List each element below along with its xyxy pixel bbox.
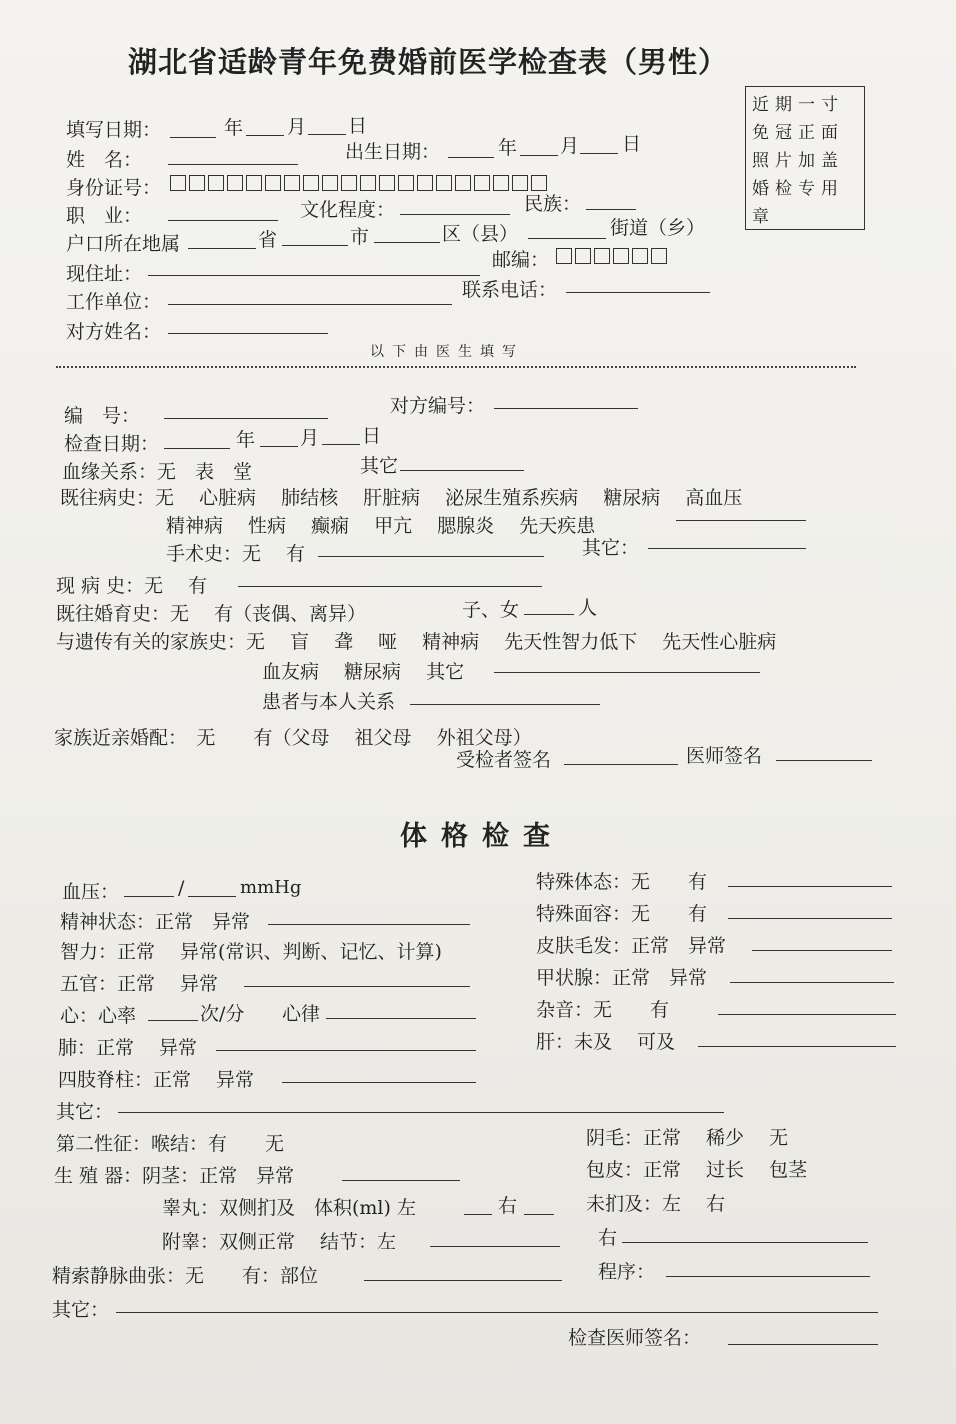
children-line[interactable] (524, 614, 574, 615)
workplace-label: 工作单位： (66, 291, 162, 313)
family-other-line[interactable] (494, 672, 760, 673)
serial-line[interactable] (164, 418, 328, 419)
lung-line[interactable] (216, 1050, 476, 1051)
hukou-street-line[interactable] (528, 238, 606, 239)
testis-left-line[interactable] (464, 1214, 492, 1215)
heart-rate-unit: 次/分 (200, 1003, 245, 1025)
birth-year-line[interactable] (448, 157, 494, 158)
photo-box: 近期一寸免冠正面照片加盖婚检专用章 (745, 86, 865, 230)
degree-label: 程序： (598, 1261, 656, 1283)
other-label: 其它： (56, 1101, 114, 1123)
relation-line[interactable] (410, 704, 600, 705)
posture-line[interactable] (728, 886, 892, 887)
hukou-city-line[interactable] (282, 245, 348, 246)
heart-rate-line[interactable] (148, 1020, 198, 1021)
consanguinity-other-label: 其它 (360, 455, 399, 477)
past-other-label: 其它： (582, 537, 640, 559)
liver-line[interactable] (698, 1046, 896, 1047)
past-history-label: 既往病史：无 心脏病 肺结核 肝脏病 泌尿生殖系疾病 糖尿病 高血压 (60, 487, 743, 509)
varicocele-line[interactable] (364, 1280, 562, 1281)
testis-label: 睾丸：双侧扪及 体积(ml) 左 (162, 1197, 416, 1219)
degree-line[interactable] (666, 1276, 870, 1277)
exam-year-label: 年 (236, 429, 256, 451)
family-consang-label: 家族近亲婚配： 无 有（父母 祖父母 外祖父母） (54, 727, 532, 749)
epididymis-left-line[interactable] (430, 1246, 560, 1247)
current-illness-line[interactable] (238, 586, 542, 587)
exam-month-line[interactable] (260, 446, 298, 447)
thyroid-label: 甲状腺：正常 异常 (536, 967, 708, 989)
divider-text: 以下由医生填写 (370, 344, 524, 360)
form-title: 湖北省适龄青年免费婚前医学检查表（男性） (128, 45, 729, 79)
postcode-boxes[interactable] (556, 248, 667, 264)
bp-unit: mmHg (240, 877, 302, 898)
address-line[interactable] (148, 275, 480, 276)
hukou-district-line[interactable] (374, 242, 440, 243)
partner-serial-line[interactable] (494, 408, 638, 409)
rhythm-line[interactable] (326, 1018, 476, 1019)
senses-line[interactable] (244, 986, 470, 987)
serial-label: 编 号： (64, 405, 141, 427)
exam-doctor-sign-label: 检查医师签名： (568, 1327, 702, 1349)
examinee-sign-line[interactable] (564, 764, 678, 765)
epididymis-label: 附睾：双侧正常 结节：左 (162, 1231, 397, 1253)
phone-label: 联系电话： (462, 279, 558, 301)
fill-year-line[interactable] (170, 137, 216, 138)
testis-right-line[interactable] (524, 1214, 554, 1215)
bp-label: 血压： (62, 881, 120, 903)
skin-label: 皮肤毛发：正常 异常 (536, 935, 727, 957)
exam-month-label: 月 (300, 427, 320, 449)
name-line[interactable] (168, 164, 298, 165)
mental-line[interactable] (268, 924, 470, 925)
mental-label: 精神状态：正常 异常 (60, 911, 251, 933)
bp-diastolic-line[interactable] (188, 896, 236, 897)
varicocele-label: 精索静脉曲张：无 有：部位 (52, 1265, 319, 1287)
children-unit-label: 人 (578, 597, 598, 619)
past-history-list: 精神病 性病 癫痫 甲亢 腮腺炎 先天疾患 (166, 515, 596, 537)
name-label: 姓 名： (66, 149, 143, 171)
posture-label: 特殊体态：无 有 (536, 871, 708, 893)
examinee-sign-label: 受检者签名 (456, 749, 552, 771)
street-label: 街道（乡） (610, 217, 706, 239)
other-line[interactable] (118, 1112, 724, 1113)
partner-name-label: 对方姓名： (66, 321, 162, 343)
city-label: 市 (350, 226, 370, 248)
skin-line[interactable] (752, 950, 892, 951)
year-label: 年 (224, 117, 244, 139)
rhythm-label: 心律 (282, 1003, 321, 1025)
secondary-sex-label: 第二性征：喉结：有 无 (56, 1133, 285, 1155)
physical-title: 体格检查 (400, 821, 564, 852)
other2-label: 其它： (52, 1299, 110, 1321)
children-label: 子、女 (462, 599, 520, 621)
id-number-boxes[interactable] (170, 175, 547, 191)
partner-name-line[interactable] (168, 333, 328, 334)
fill-date-label: 填写日期： (66, 119, 162, 141)
doctor-sign-label: 医师签名 (686, 745, 763, 767)
education-line[interactable] (400, 214, 510, 215)
intellect-label: 智力：正常 异常(常识、判断、记忆、计算) (60, 941, 442, 963)
dotted-divider (56, 366, 856, 368)
education-label: 文化程度： (300, 199, 396, 221)
fill-month-line[interactable] (246, 135, 284, 136)
postcode-label: 邮编： (492, 249, 550, 271)
workplace-line[interactable] (168, 304, 452, 305)
consanguinity-other-line[interactable] (400, 470, 524, 471)
past-other-line[interactable] (648, 548, 806, 549)
genital-line[interactable] (342, 1180, 460, 1181)
senses-label: 五官：正常 异常 (60, 973, 219, 995)
testis-right-label: 右 (498, 1195, 518, 1217)
bp-systolic-line[interactable] (124, 896, 174, 897)
foreskin-label: 包皮：正常 过长 包茎 (586, 1159, 808, 1181)
month-label: 月 (287, 116, 307, 138)
murmur-label: 杂音：无 有 (536, 999, 670, 1021)
congenital-line[interactable] (676, 520, 806, 521)
thyroid-line[interactable] (730, 982, 894, 983)
district-label: 区（县） (442, 223, 519, 245)
exam-date-label: 检查日期： (64, 433, 160, 455)
exam-doctor-sign-line[interactable] (728, 1344, 878, 1345)
epididymis-right-label: 右 (598, 1227, 618, 1249)
genital-label: 生 殖 器：阴茎：正常 异常 (54, 1165, 295, 1187)
bp-slash: / (178, 877, 185, 899)
current-illness-label: 现 病 史：无 有 (56, 575, 208, 597)
hukou-province-line[interactable] (188, 248, 256, 249)
surgery-line[interactable] (318, 556, 544, 557)
exam-day-line[interactable] (322, 444, 360, 445)
birth-date-label: 出生日期： (345, 141, 441, 163)
birth-day-label: 日 (622, 133, 642, 155)
hukou-label: 户口所在地属 (66, 233, 181, 255)
day-label: 日 (348, 115, 368, 137)
family-history-list: 血友病 糖尿病 其它 (262, 661, 465, 683)
surgery-label: 手术史：无 有 (166, 543, 306, 565)
relation-label: 患者与本人关系 (262, 691, 396, 713)
exam-day-label: 日 (362, 425, 382, 447)
birth-month-line[interactable] (520, 155, 558, 156)
occupation-label: 职 业： (66, 205, 143, 227)
occupation-line[interactable] (168, 220, 278, 221)
face-label: 特殊面容：无 有 (536, 903, 708, 925)
ethnicity-line[interactable] (586, 209, 636, 210)
phone-line[interactable] (566, 292, 710, 293)
birth-day-line[interactable] (580, 153, 618, 154)
epididymis-right-line[interactable] (622, 1242, 868, 1243)
birth-month-label: 月 (560, 135, 580, 157)
fill-day-line[interactable] (308, 134, 346, 135)
murmur-line[interactable] (718, 1014, 896, 1015)
limbs-label: 四肢脊柱：正常 异常 (58, 1069, 255, 1091)
face-line[interactable] (728, 918, 892, 919)
province-label: 省 (258, 229, 278, 251)
exam-year-line[interactable] (164, 448, 230, 449)
liver-label: 肝：未及 可及 (536, 1031, 676, 1053)
pubic-hair-label: 阴毛：正常 稀少 无 (586, 1127, 789, 1149)
limbs-line[interactable] (282, 1082, 476, 1083)
family-history-label: 与遗传有关的家族史：无 盲 聋 哑 精神病 先天性智力低下 先天性心脏病 (56, 631, 777, 653)
heart-label: 心：心率 (60, 1005, 137, 1027)
ethnicity-label: 民族： (524, 193, 582, 215)
other2-line[interactable] (116, 1312, 878, 1313)
marriage-history-label: 既往婚育史：无 有（丧偶、离异） (56, 603, 367, 625)
doctor-sign-line[interactable] (776, 760, 872, 761)
id-number-label: 身份证号： (66, 177, 162, 199)
lung-label: 肺：正常 异常 (58, 1037, 198, 1059)
address-label: 现住址： (66, 263, 143, 285)
consanguinity-label: 血缘关系：无 表 堂 (62, 461, 253, 483)
partner-serial-label: 对方编号： (390, 395, 486, 417)
not-palpable-label: 未扪及：左 右 (586, 1193, 726, 1215)
birth-year-label: 年 (498, 137, 518, 159)
